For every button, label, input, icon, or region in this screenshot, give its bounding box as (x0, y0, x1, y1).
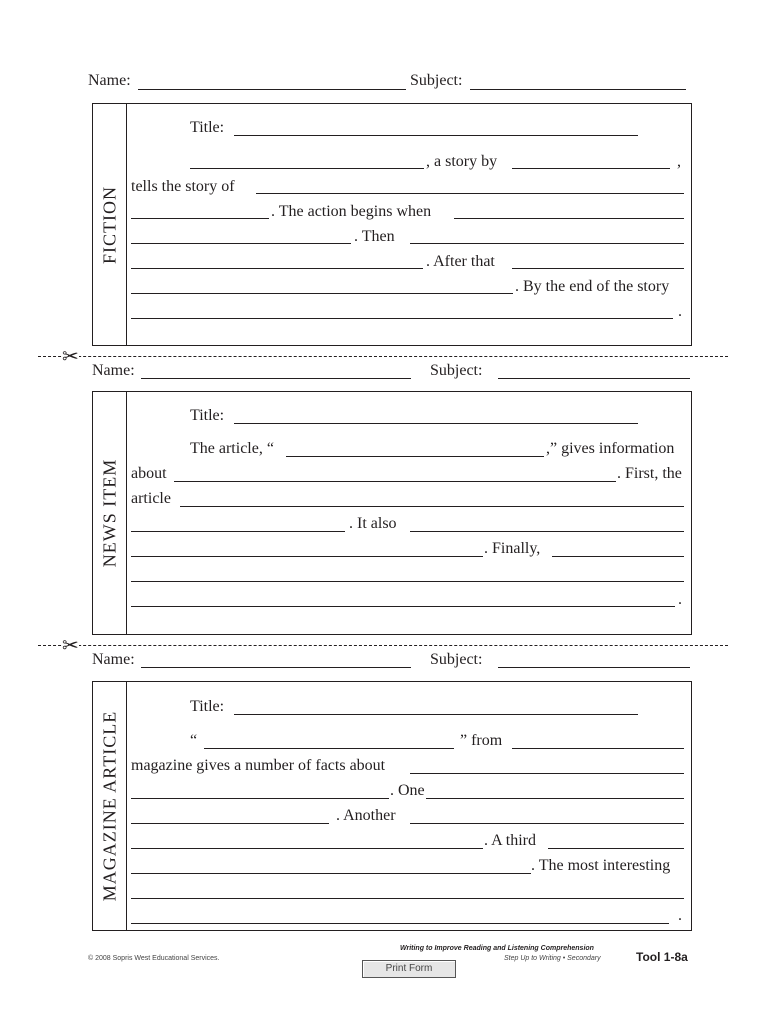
news-subject-label: Subject: (430, 362, 483, 379)
fiction-by-end: . By the end of the story (515, 278, 670, 295)
magazine-subject-field[interactable] (498, 667, 690, 668)
news-line-6-field[interactable] (131, 581, 684, 582)
magazine-line-4-field[interactable] (131, 798, 389, 799)
magazine-gives-facts: magazine gives a number of facts about (131, 757, 386, 774)
footer-copyright: © 2008 Sopris West Educational Services. (88, 955, 220, 962)
fiction-name-field[interactable] (138, 89, 406, 90)
fiction-line-7-field[interactable] (131, 318, 673, 319)
magazine-section-label: MAGAZINE ARTICLE (99, 710, 119, 902)
footer-tool-label: Tool 1-8a (636, 950, 688, 964)
magazine-most-interesting: . The most interesting (531, 857, 671, 874)
magazine-title-field[interactable] (234, 714, 638, 715)
fiction-story-title-field[interactable] (190, 168, 424, 169)
magazine-period: . (678, 907, 682, 924)
news-subject-field[interactable] (498, 378, 690, 379)
fiction-subject-label: Subject: (410, 72, 463, 89)
fiction-comma: , (677, 153, 681, 170)
fiction-action-begins: . The action begins when (271, 203, 432, 220)
fiction-tells-story-of: tells the story of (131, 178, 235, 195)
fiction-line-5-field[interactable] (131, 268, 423, 269)
magazine-name-field[interactable] (141, 667, 411, 668)
magazine-one: . One (390, 782, 425, 799)
magazine-name-label: Name: (92, 651, 135, 668)
fiction-subject-field[interactable] (470, 89, 686, 90)
fiction-after-that: . After that (426, 253, 495, 270)
magazine-line-8-field[interactable] (131, 898, 684, 899)
magazine-a-third-field[interactable] (548, 848, 684, 849)
news-article-title-field[interactable] (286, 456, 544, 457)
news-panel (92, 391, 692, 635)
fiction-line-3-field[interactable] (131, 218, 269, 219)
magazine-article-title-field[interactable] (204, 748, 454, 749)
fiction-then-field[interactable] (410, 243, 684, 244)
fiction-name-label: Name: (88, 72, 131, 89)
fiction-period: . (678, 303, 682, 320)
magazine-open-quote: “ (190, 732, 198, 749)
news-name-field[interactable] (141, 378, 411, 379)
magazine-title-label: Title: (190, 698, 225, 715)
magazine-spine (93, 682, 127, 930)
magazine-one-field[interactable] (426, 798, 684, 799)
fiction-author-field[interactable] (512, 168, 670, 169)
print-form-button[interactable]: Print Form (362, 960, 456, 978)
cut-line-1 (38, 356, 728, 357)
magazine-another: . Another (336, 807, 396, 824)
magazine-another-field[interactable] (410, 823, 684, 824)
fiction-action-field[interactable] (454, 218, 684, 219)
fiction-title-field[interactable] (234, 135, 638, 136)
magazine-close-from: ” from (460, 732, 503, 749)
news-about: about (131, 465, 167, 482)
fiction-a-story-by: , a story by (426, 153, 498, 170)
magazine-facts-field[interactable] (410, 773, 684, 774)
fiction-then: . Then (354, 228, 395, 245)
news-gives-info: ,” gives information (546, 440, 675, 457)
magazine-subject-label: Subject: (430, 651, 483, 668)
scissors-icon: ✂ (62, 633, 79, 657)
scissors-icon: ✂ (62, 344, 79, 368)
magazine-line-9-field[interactable] (131, 923, 669, 924)
fiction-line-4-field[interactable] (131, 243, 351, 244)
magazine-a-third: . A third (484, 832, 537, 849)
fiction-section-label: FICTION (99, 185, 119, 264)
magazine-panel (92, 681, 692, 931)
magazine-source-field[interactable] (512, 748, 684, 749)
magazine-line-5-field[interactable] (131, 823, 329, 824)
fiction-line-6-field[interactable] (131, 293, 513, 294)
news-finally-field[interactable] (552, 556, 684, 557)
news-about-field[interactable] (174, 481, 616, 482)
fiction-story-of-field[interactable] (256, 193, 684, 194)
cut-line-2 (38, 645, 728, 646)
fiction-title-label: Title: (190, 119, 225, 136)
fiction-after-that-field[interactable] (512, 268, 684, 269)
news-line-4-field[interactable] (131, 531, 345, 532)
news-line-7-field[interactable] (131, 606, 675, 607)
fiction-panel (92, 103, 692, 346)
news-it-also: . It also (349, 515, 397, 532)
news-the-article: The article, “ (190, 440, 274, 457)
fiction-spine (93, 104, 127, 345)
magazine-line-6-field[interactable] (131, 848, 483, 849)
news-line-5-field[interactable] (131, 556, 483, 557)
news-article-field[interactable] (180, 506, 684, 507)
news-name-label: Name: (92, 362, 135, 379)
footer-series: Step Up to Writing • Secondary (504, 955, 601, 962)
news-first-the: . First, the (617, 465, 682, 482)
news-it-also-field[interactable] (410, 531, 684, 532)
news-finally: . Finally, (484, 540, 541, 557)
news-period: . (678, 591, 682, 608)
news-article: article (131, 490, 171, 507)
news-section-label: NEWS ITEM (99, 458, 119, 568)
news-title-field[interactable] (234, 423, 638, 424)
footer-book-title: Writing to Improve Reading and Listening Comprehension (400, 945, 594, 952)
news-title-label: Title: (190, 407, 225, 424)
magazine-line-7-field[interactable] (131, 873, 531, 874)
news-spine (93, 392, 127, 634)
